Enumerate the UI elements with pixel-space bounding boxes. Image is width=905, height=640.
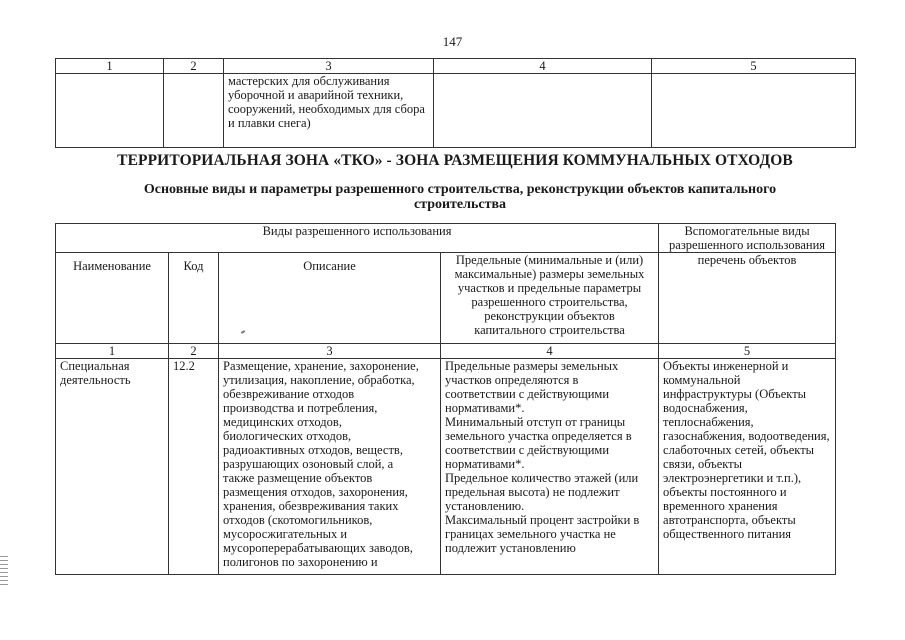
section-title-line: строительства: [413, 197, 507, 212]
text-line: границах земельного участка не: [445, 527, 616, 541]
text-line: мусоросжигательных и: [223, 527, 348, 541]
text-line: подлежит установлению: [445, 541, 576, 555]
page-number: 147: [442, 34, 463, 49]
table-row: [56, 359, 836, 575]
zone-title: ТЕРРИТОРИАЛЬНАЯ ЗОНА «ТКО» - ЗОНА РАЗМЕЩЕНИЯ КОММУНАЛЬНЫХ ОТХОДОВ: [117, 152, 793, 169]
text-line: теплоснабжения,: [663, 415, 754, 429]
text-line: деятельность: [60, 373, 131, 387]
text-line: Предельное количество этажей (или: [445, 471, 639, 485]
text-line: предельная высота) не подлежит: [445, 485, 620, 499]
header-description: [219, 253, 441, 344]
zone-table: [55, 223, 836, 575]
text-line: Минимальный отступ от границы: [445, 415, 626, 429]
header-objects: перечень объектов: [659, 253, 836, 344]
text-line: соответствии с действующими: [445, 387, 610, 401]
text-line: Размещение, хранение, захоронение,: [223, 359, 419, 373]
column-number: 4: [434, 59, 652, 74]
column-number-row: [56, 59, 856, 74]
cell-params: [441, 359, 659, 575]
text-line: инфраструктуры (Объекты: [663, 387, 807, 401]
cell-name: [56, 359, 169, 575]
text-line: нормативами*.: [445, 401, 525, 415]
scan-edge-mark: [0, 556, 8, 586]
column-number: 1: [56, 344, 169, 359]
text-line: медицинских отходов,: [223, 415, 342, 429]
header-line: Предельные (минимальные и (или): [455, 253, 644, 267]
column-number: 1: [56, 59, 164, 74]
text-line: Специальная: [60, 359, 130, 373]
text-line: нормативами*.: [445, 457, 525, 471]
header-line: реконструкции объектов: [484, 309, 615, 323]
cell-params: [434, 74, 652, 148]
text-line: сооружений, необходимых для сбора: [228, 102, 425, 116]
column-number: 4: [441, 344, 659, 359]
text-line: коммунальной: [663, 373, 741, 387]
column-number: 5: [652, 59, 856, 74]
text-line: размещения отходов, захоронения,: [223, 485, 408, 499]
text-line: также размещение объектов: [223, 471, 373, 485]
text-line: газоснабжения, водоотведения,: [663, 429, 830, 443]
cell-objects: [652, 74, 856, 148]
text-line: и плавки снега): [228, 116, 311, 130]
text-line: земельного участка определяется в: [445, 429, 632, 443]
header-params: [441, 253, 659, 344]
text-line: электроэнергетики и т.п.),: [663, 471, 802, 485]
section-title: [95, 182, 825, 212]
header-description-label: Описание: [303, 259, 356, 273]
header-line: Вспомогательные виды: [684, 224, 810, 238]
column-number: 2: [169, 344, 219, 359]
cell-description: [224, 74, 434, 148]
text-line: Максимальный процент застройки в: [445, 513, 640, 527]
column-number-row: [56, 344, 836, 359]
text-line: временного хранения: [663, 499, 778, 513]
text-line: автотранспорта, объекты: [663, 513, 796, 527]
text-line: обезвреживание отходов: [223, 387, 355, 401]
text-line: соответствии с действующими: [445, 443, 610, 457]
cell-objects: [659, 359, 836, 575]
header-code: Код: [169, 253, 219, 344]
text-line: мусороперерабатывающих заводов,: [223, 541, 413, 555]
table-row: [56, 74, 856, 148]
header-line: максимальные) размеры земельных: [454, 267, 645, 281]
column-number: 3: [219, 344, 441, 359]
text-line: водоснабжения,: [663, 401, 748, 415]
text-line: биологических отходов,: [223, 429, 352, 443]
section-title-line: Основные виды и параметры разрешенного строительства, реконструкции объектов капитального: [143, 182, 777, 197]
text-line: уборочной и аварийной техники,: [228, 88, 404, 102]
header-line: разрешенного строительства,: [471, 295, 628, 309]
text-line: отходов (скотомогильников,: [223, 513, 373, 527]
continued-table: [55, 58, 856, 148]
text-line: общественного питания: [663, 527, 792, 541]
text-line: мастерских для обслуживания: [228, 74, 390, 88]
column-header-row: [56, 253, 836, 344]
text-line: Объекты инженерной и: [663, 359, 789, 373]
text-line: объекты постоянного и: [663, 485, 787, 499]
column-number: 2: [164, 59, 224, 74]
text-line: полигонов по захоронению и: [223, 555, 378, 569]
header-line: разрешенного использования: [669, 238, 826, 252]
text-line: хранения, обезвреживания таких: [223, 499, 399, 513]
column-number: 5: [659, 344, 836, 359]
cell-code: [164, 74, 224, 148]
text-line: утилизация, накопление, обработка,: [223, 373, 415, 387]
column-number: 3: [224, 59, 434, 74]
cell-description: [219, 359, 441, 575]
group-header-aux: [659, 224, 836, 253]
text-line: связи, объекты: [663, 457, 743, 471]
header-name: Наименование: [56, 253, 169, 344]
text-line: установлению.: [445, 499, 525, 513]
text-line: радиоактивных отходов, веществ,: [223, 443, 403, 457]
cell-code: 12.2: [169, 359, 219, 575]
group-header-main: Виды разрешенного использования: [56, 224, 659, 253]
group-header-row: [56, 224, 836, 253]
header-line: капитального строительства: [474, 323, 625, 337]
cell-name: [56, 74, 164, 148]
text-line: участков определяются в: [445, 373, 579, 387]
text-line: слаботочных сетей, объекты: [663, 443, 815, 457]
text-line: производства и потребления,: [223, 401, 378, 415]
text-line: Предельные размеры земельных: [445, 359, 619, 373]
text-line: разрушающих озоновый слой, а: [223, 457, 394, 471]
header-line: участков и предельные параметры: [457, 281, 642, 295]
